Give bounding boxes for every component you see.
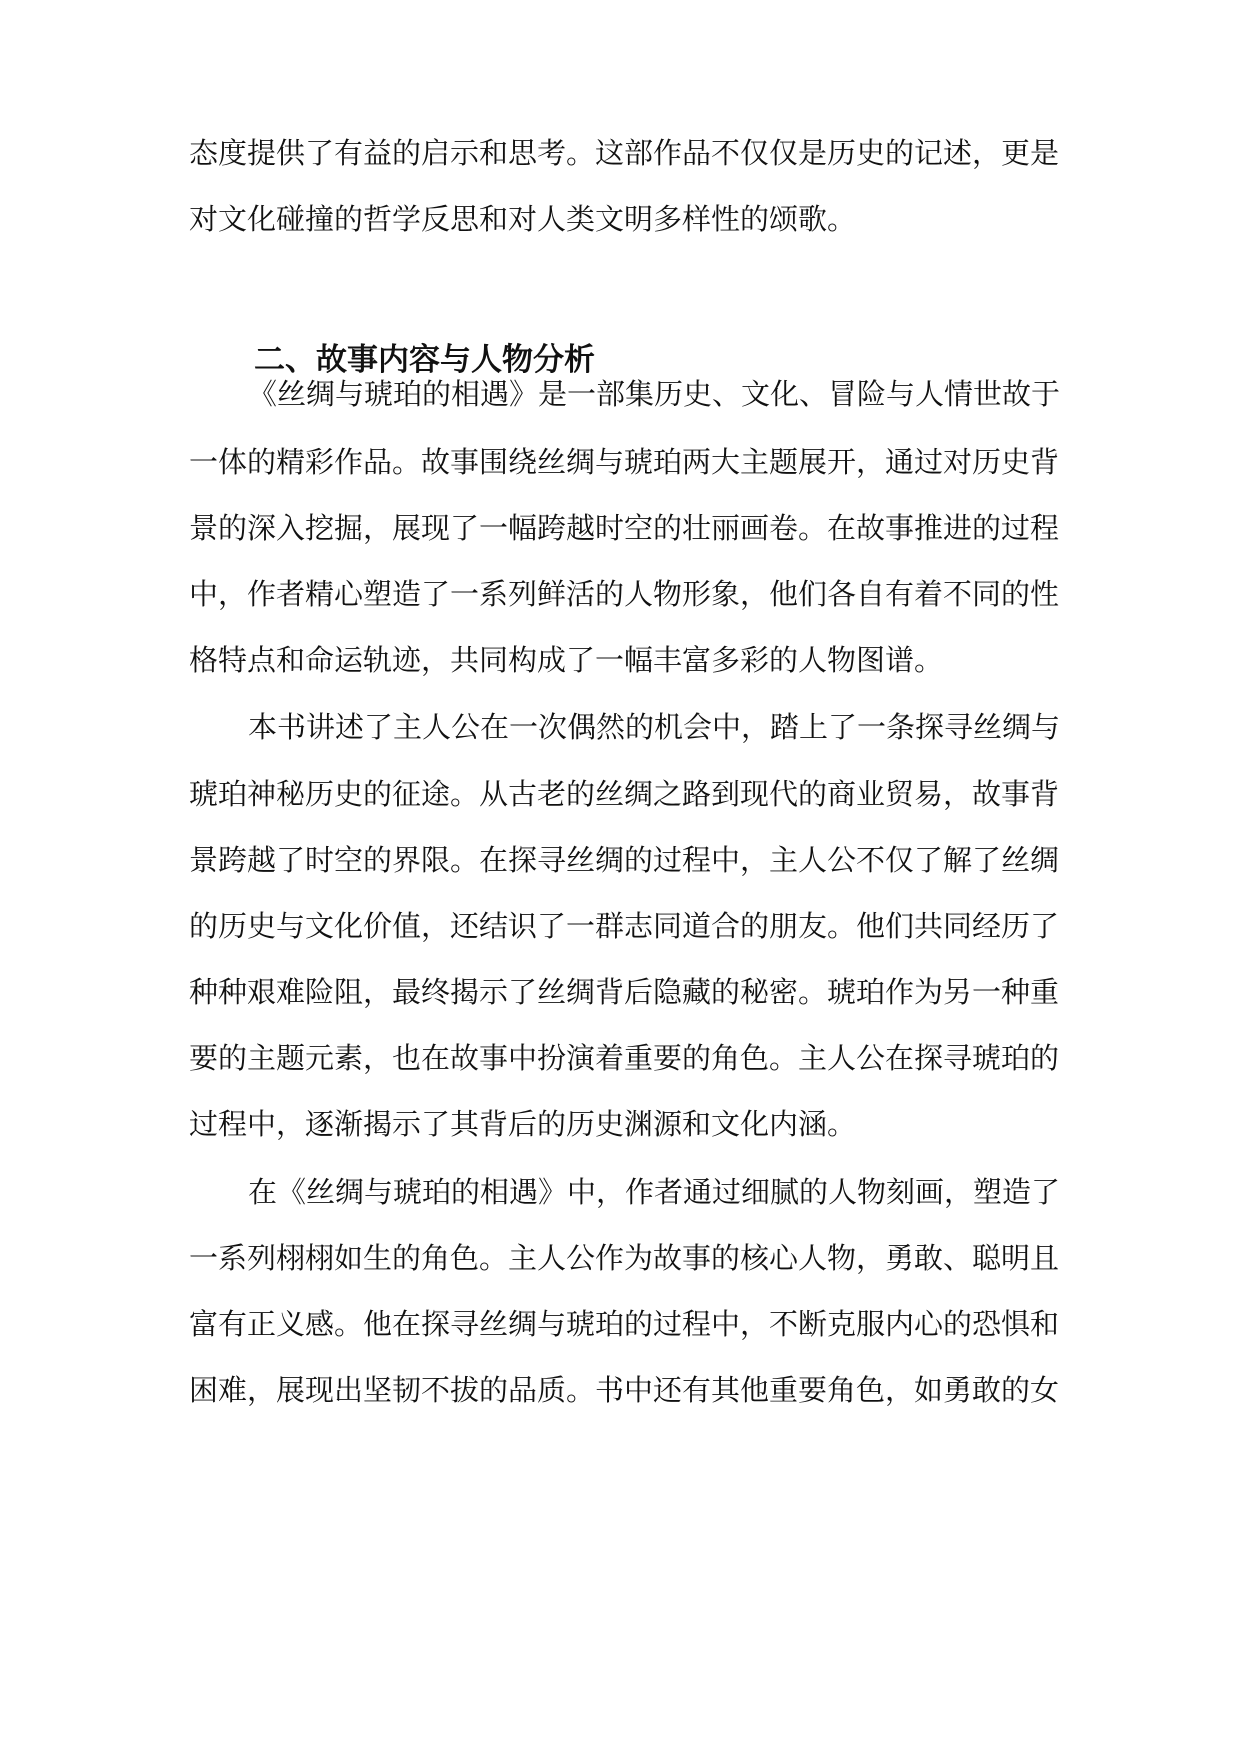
paragraph-line: 《丝绸与琥珀的相遇》是一部集历史、文化、冒险与人情世故于 bbox=[248, 377, 1061, 411]
paragraph-line: 富有正义感。他在探寻丝绸与琥珀的过程中，不断克服内心的恐惧和 bbox=[189, 1307, 1060, 1341]
paragraph-line: 困难，展现出坚韧不拔的品质。书中还有其他重要角色，如勇敢的女 bbox=[189, 1373, 1060, 1407]
paragraph-line: 一体的精彩作品。故事围绕丝绸与琥珀两大主题展开，通过对历史背 bbox=[189, 445, 1060, 479]
paragraph-line: 中，作者精心塑造了一系列鲜活的人物形象，他们各自有着不同的性 bbox=[189, 577, 1060, 611]
paragraph-line: 要的主题元素，也在故事中扮演着重要的角色。主人公在探寻琥珀的 bbox=[189, 1041, 1060, 1075]
section-heading: 二、故事内容与人物分析 bbox=[254, 342, 595, 378]
paragraph-line: 琥珀神秘历史的征途。从古老的丝绸之路到现代的商业贸易，故事背 bbox=[189, 777, 1060, 811]
paragraph-line: 种种艰难险阻，最终揭示了丝绸背后隐藏的秘密。琥珀作为另一种重 bbox=[189, 975, 1060, 1009]
intro-line: 对文化碰撞的哲学反思和对人类文明多样性的颂歌。 bbox=[189, 202, 857, 236]
paragraph-line: 景跨越了时空的界限。在探寻丝绸的过程中，主人公不仅了解了丝绸 bbox=[189, 843, 1060, 877]
paragraph-line: 景的深入挖掘，展现了一幅跨越时空的壮丽画卷。在故事推进的过程 bbox=[189, 511, 1060, 545]
paragraph-line: 本书讲述了主人公在一次偶然的机会中，踏上了一条探寻丝绸与 bbox=[248, 710, 1061, 744]
paragraph-line: 的历史与文化价值，还结识了一群志同道合的朋友。他们共同经历了 bbox=[189, 909, 1060, 943]
intro-line: 态度提供了有益的启示和思考。这部作品不仅仅是历史的记述，更是 bbox=[189, 136, 1060, 170]
paragraph-line: 过程中，逐渐揭示了其背后的历史渊源和文化内涵。 bbox=[189, 1107, 857, 1141]
paragraph-line: 在《丝绸与琥珀的相遇》中，作者通过细腻的人物刻画，塑造了 bbox=[248, 1175, 1061, 1209]
paragraph-line: 一系列栩栩如生的角色。主人公作为故事的核心人物，勇敢、聪明且 bbox=[189, 1241, 1060, 1275]
paragraph-line: 格特点和命运轨迹，共同构成了一幅丰富多彩的人物图谱。 bbox=[189, 643, 944, 677]
